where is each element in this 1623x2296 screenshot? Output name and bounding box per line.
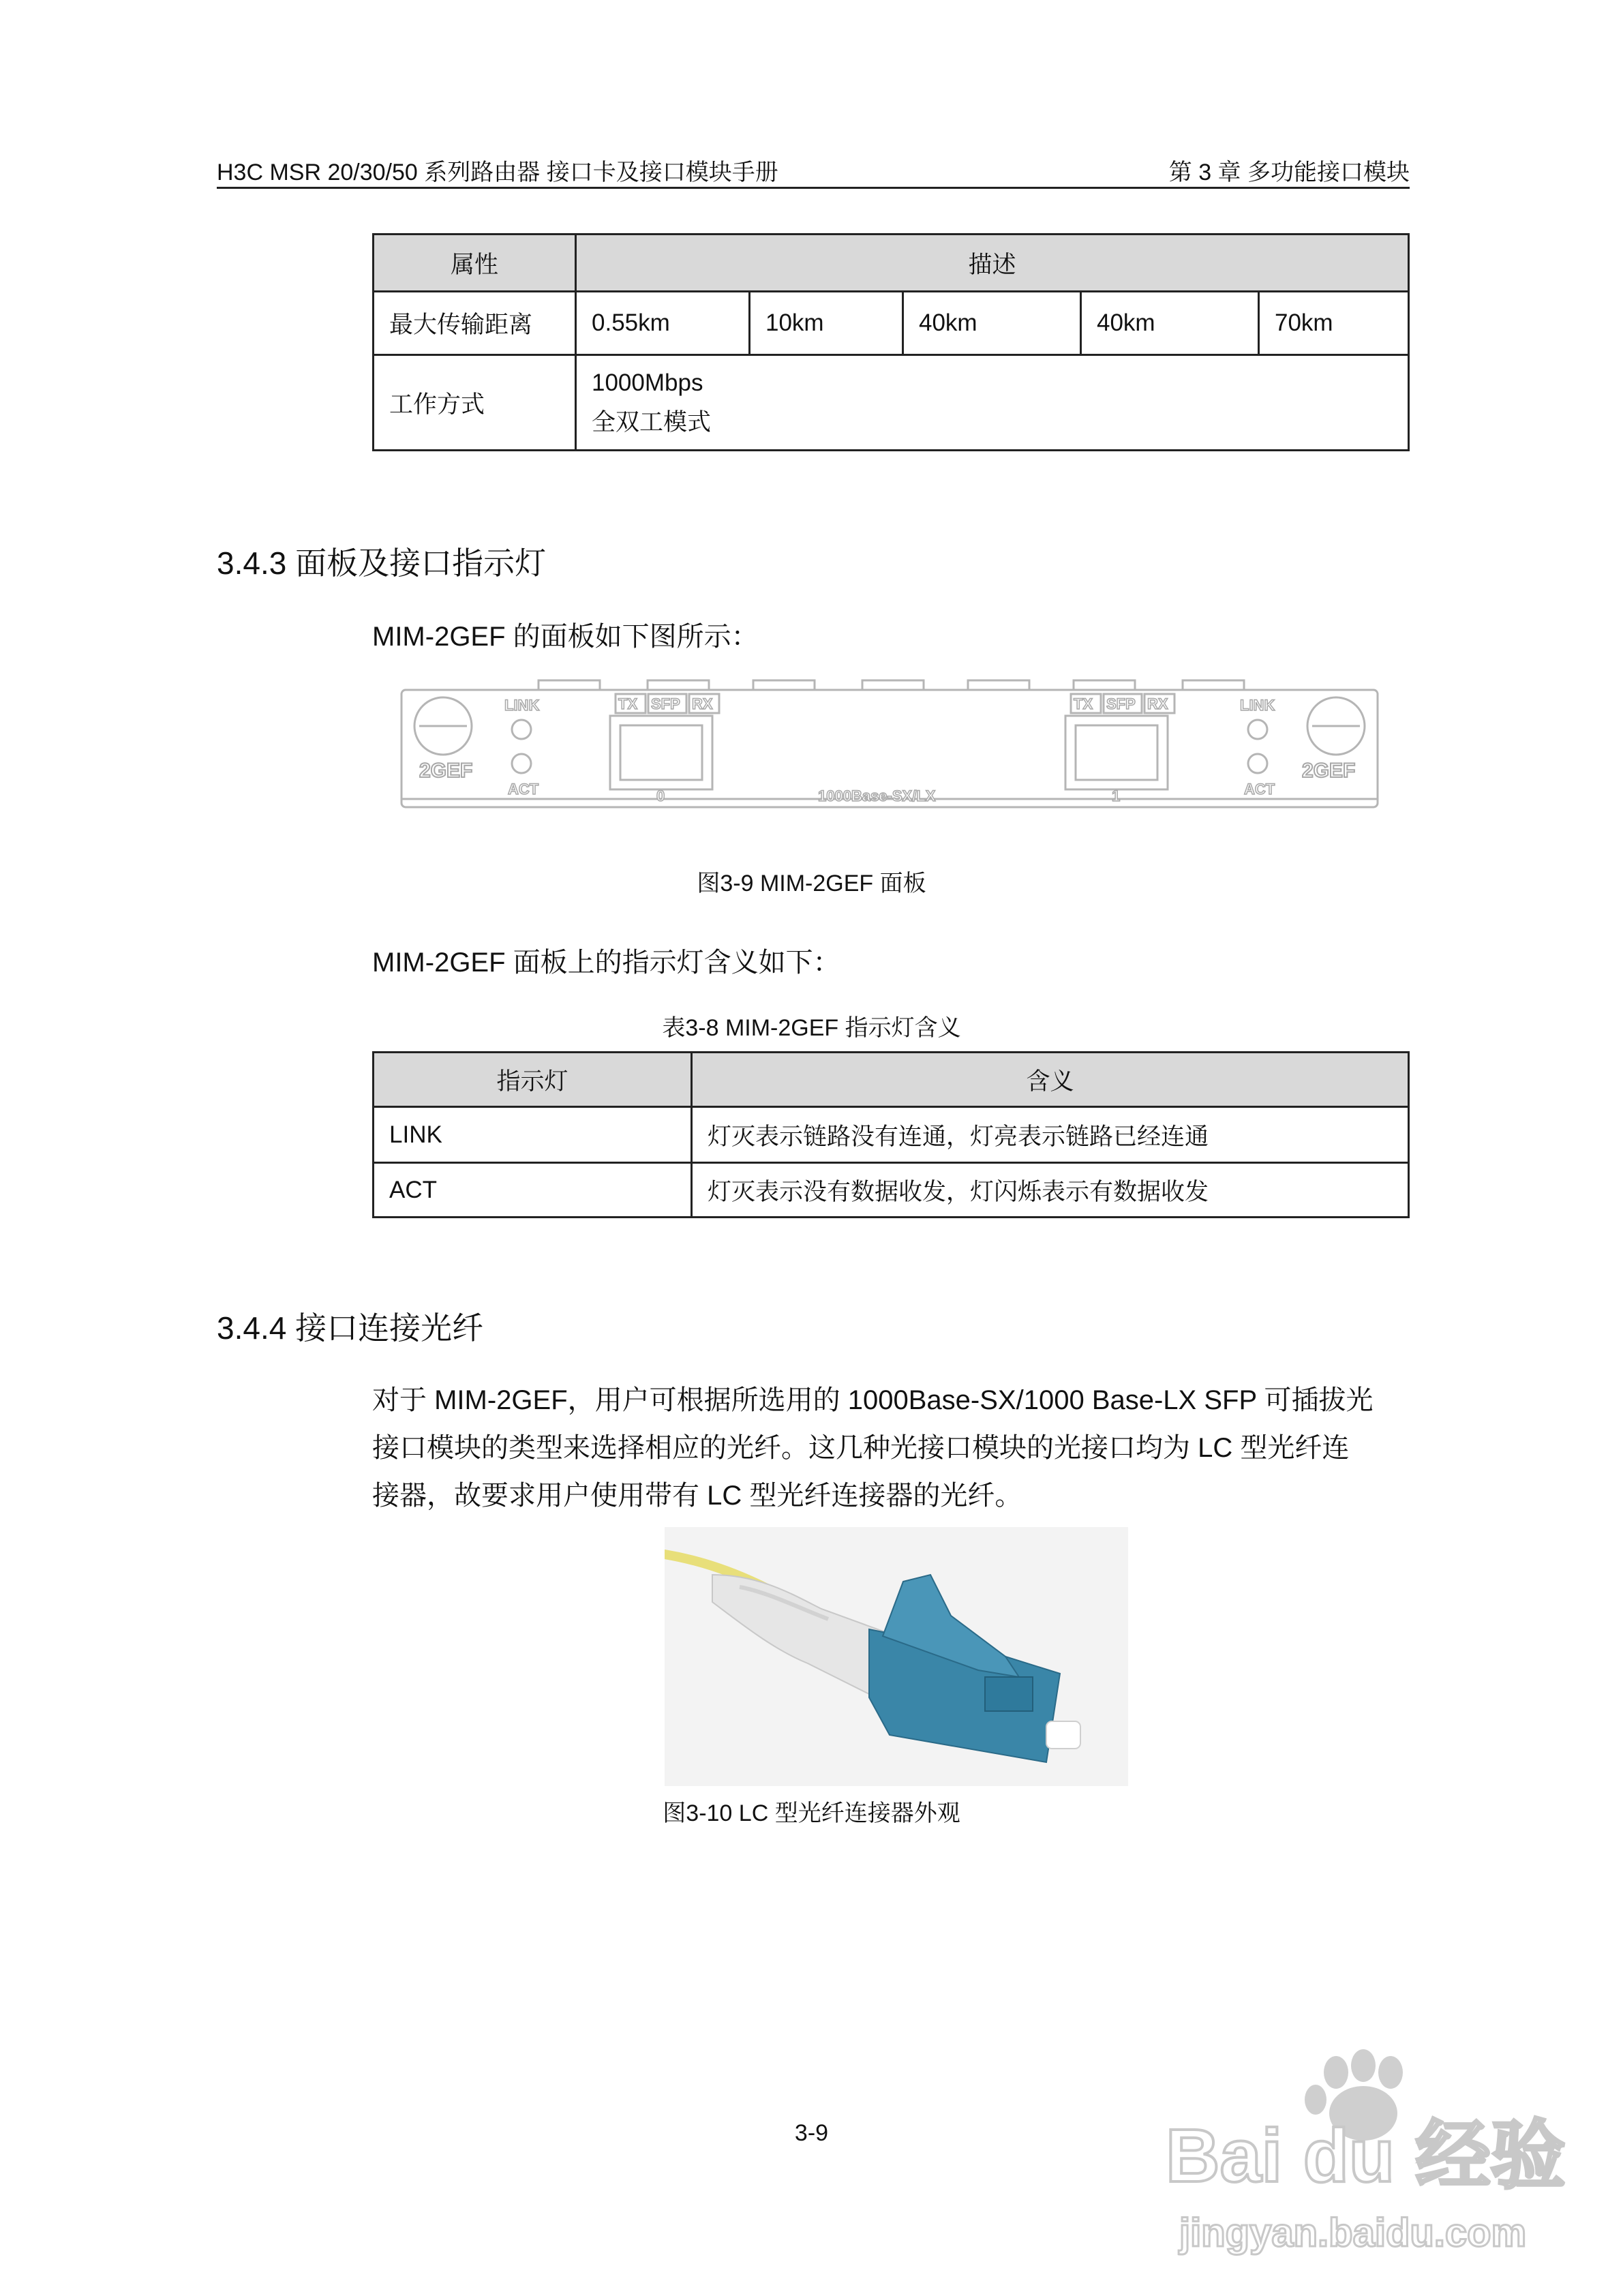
panel-link-label-left: LINK <box>504 697 540 714</box>
lc-connector-photo <box>665 1527 1128 1786</box>
section-3-4-3-intro: MIM-2GEF 的面板如下图所示： <box>372 622 759 652</box>
indicator-meaning: 灯灭表示没有数据收发，灯闪烁表示有数据收发 <box>692 1163 1409 1218</box>
panel-tx-label-0: TX <box>618 695 638 712</box>
panel-model-label: 1000Base-SX/LX <box>818 787 936 804</box>
indicator-header-meaning: 含义 <box>692 1053 1409 1107</box>
figure-3-9-caption: 图3-9 MIM-2GEF 面板 <box>697 871 926 896</box>
table-row <box>374 1107 1409 1163</box>
indicator-header-led: 指示灯 <box>374 1053 692 1107</box>
indicator-intro: MIM-2GEF 面板上的指示灯含义如下： <box>372 948 840 978</box>
spec-mode-label: 工作方式 <box>374 355 576 451</box>
spec-distance-cell: 40km <box>1081 292 1259 355</box>
watermark-url: jingyan.baidu.com <box>1179 2211 1527 2255</box>
spec-distance-label: 最大传输距离 <box>374 292 576 355</box>
spec-distance-cell: 0.55km <box>576 292 750 355</box>
panel-act-label-left: ACT <box>508 781 539 798</box>
page-number: 3-9 <box>794 2120 829 2146</box>
section-3-4-4-line-3: 接器，故要求用户使用带有 LC 型光纤连接器的光纤。 <box>372 1481 1022 1511</box>
indicator-name: ACT <box>374 1163 692 1218</box>
panel-port-0: 0 <box>656 787 665 804</box>
spec-header-desc: 描述 <box>576 235 1409 292</box>
baidu-watermark <box>1159 2045 1568 2270</box>
section-3-4-3-title: 3.4.3 面板及接口指示灯 <box>217 545 547 581</box>
spec-distance-cell: 40km <box>903 292 1081 355</box>
table-row <box>374 1163 1409 1218</box>
indicator-meaning: 灯灭表示链路没有连通，灯亮表示链路已经连通 <box>692 1107 1409 1163</box>
spec-distance-cell: 10km <box>750 292 903 355</box>
panel-port-1: 1 <box>1112 787 1121 804</box>
spec-mode-duplex: 全双工模式 <box>592 408 712 436</box>
panel-link-label-right: LINK <box>1240 697 1275 714</box>
spec-distance-cell: 70km <box>1259 292 1409 355</box>
watermark-brand: Bai du 经验 <box>1166 2114 1566 2198</box>
spec-table <box>372 233 1410 451</box>
panel-sfp-label-0: SFP <box>651 695 680 712</box>
table-3-8-caption: 表3-8 MIM-2GEF 指示灯含义 <box>662 1015 961 1041</box>
running-header-chapter: 第 3 章 多功能接口模块 <box>1168 160 1410 185</box>
indicator-table <box>372 1051 1410 1218</box>
panel-sfp-label-1: SFP <box>1106 695 1136 712</box>
panel-badge-right: 2GEF <box>1302 759 1356 782</box>
panel-tx-label-1: TX <box>1074 695 1093 712</box>
spec-header-attr: 属性 <box>374 235 576 292</box>
panel-rx-label-0: RX <box>692 695 713 712</box>
panel-badge-left: 2GEF <box>419 759 473 782</box>
indicator-name: LINK <box>374 1107 692 1163</box>
figure-3-10-caption: 图3-10 LC 型光纤连接器外观 <box>663 1800 960 1826</box>
section-3-4-4-line-1: 对于 MIM-2GEF，用户可根据所选用的 1000Base-SX/1000 Base-LX SFP 可插拔光 <box>372 1385 1374 1415</box>
section-3-4-4-title: 3.4.4 接口连接光纤 <box>217 1310 484 1346</box>
mim-2gef-panel-figure <box>399 675 1380 818</box>
spec-mode-speed: 1000Mbps <box>592 369 703 396</box>
panel-act-label-right: ACT <box>1244 781 1275 798</box>
panel-rx-label-1: RX <box>1147 695 1168 712</box>
running-header-title: H3C MSR 20/30/50 系列路由器 接口卡及接口模块手册 <box>217 160 778 185</box>
section-3-4-4-line-2: 接口模块的类型来选择相应的光纤。这几种光接口模块的光接口均为 LC 型光纤连 <box>372 1433 1350 1463</box>
header-rule <box>217 187 1410 189</box>
